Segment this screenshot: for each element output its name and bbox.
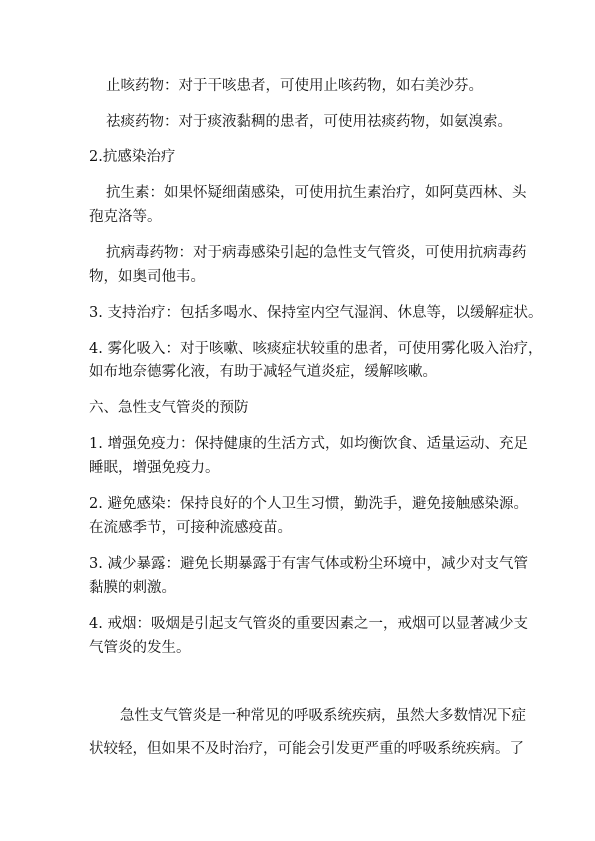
body-text-line: 抗病毒药物：对于病毒感染引起的急性支气管炎，可使用抗病毒药 xyxy=(106,245,527,261)
body-text-line: 止咳药物：对于干咳患者，可使用止咳药物，如右美沙芬。 xyxy=(106,78,483,94)
list-item-text: 4. 戒烟：吸烟是引起支气管炎的重要因素之一，戒烟可以显著减少支 xyxy=(89,616,528,632)
list-item-text: 如布地奈德雾化液，有助于减轻气道炎症，缓解咳嗽。 xyxy=(89,364,437,380)
body-text-line: 孢克洛等。 xyxy=(89,209,162,225)
body-text-line: 抗生素：如果怀疑细菌感染，可使用抗生素治疗，如阿莫西林、头 xyxy=(106,185,527,201)
list-item-text: 3. 减少暴露：避免长期暴露于有害气体或粉尘环境中，减少对支气管 xyxy=(89,556,528,572)
paragraph-text: 状较轻，但如果不及时治疗，可能会引发更严重的呼吸系统疾病。了 xyxy=(89,741,524,757)
paragraph-text: 急性支气管炎是一种常见的呼吸系统疾病，虽然大多数情况下症 xyxy=(120,708,526,724)
list-item-text: 3. 支持治疗：包括多喝水、保持室内空气湿润、休息等，以缓解症状。 xyxy=(89,305,543,321)
list-item-text: 睡眠，增强免疫力。 xyxy=(89,460,220,476)
body-text-line: 物，如奥司他韦。 xyxy=(89,269,205,285)
list-item-text: 气管炎的发生。 xyxy=(89,640,191,656)
body-text-line: 祛痰药物：对于痰液黏稠的患者，可使用祛痰药物，如氨溴索。 xyxy=(106,114,512,130)
section-heading: 2.抗感染治疗 xyxy=(89,149,176,165)
list-item-text: 4. 雾化吸入：对于咳嗽、咳痰症状较重的患者，可使用雾化吸入治疗， xyxy=(89,341,543,357)
list-item-text: 2. 避免感染：保持良好的个人卫生习惯，勤洗手，避免接触感染源。 xyxy=(89,496,528,512)
list-item-text: 黏膜的刺激。 xyxy=(89,580,176,596)
section-heading: 六、急性支气管炎的预防 xyxy=(89,400,249,416)
list-item-text: 1. 增强免疫力：保持健康的生活方式，如均衡饮食、适量运动、充足 xyxy=(89,436,528,452)
list-item-text: 在流感季节，可接种流感疫苗。 xyxy=(89,520,292,536)
